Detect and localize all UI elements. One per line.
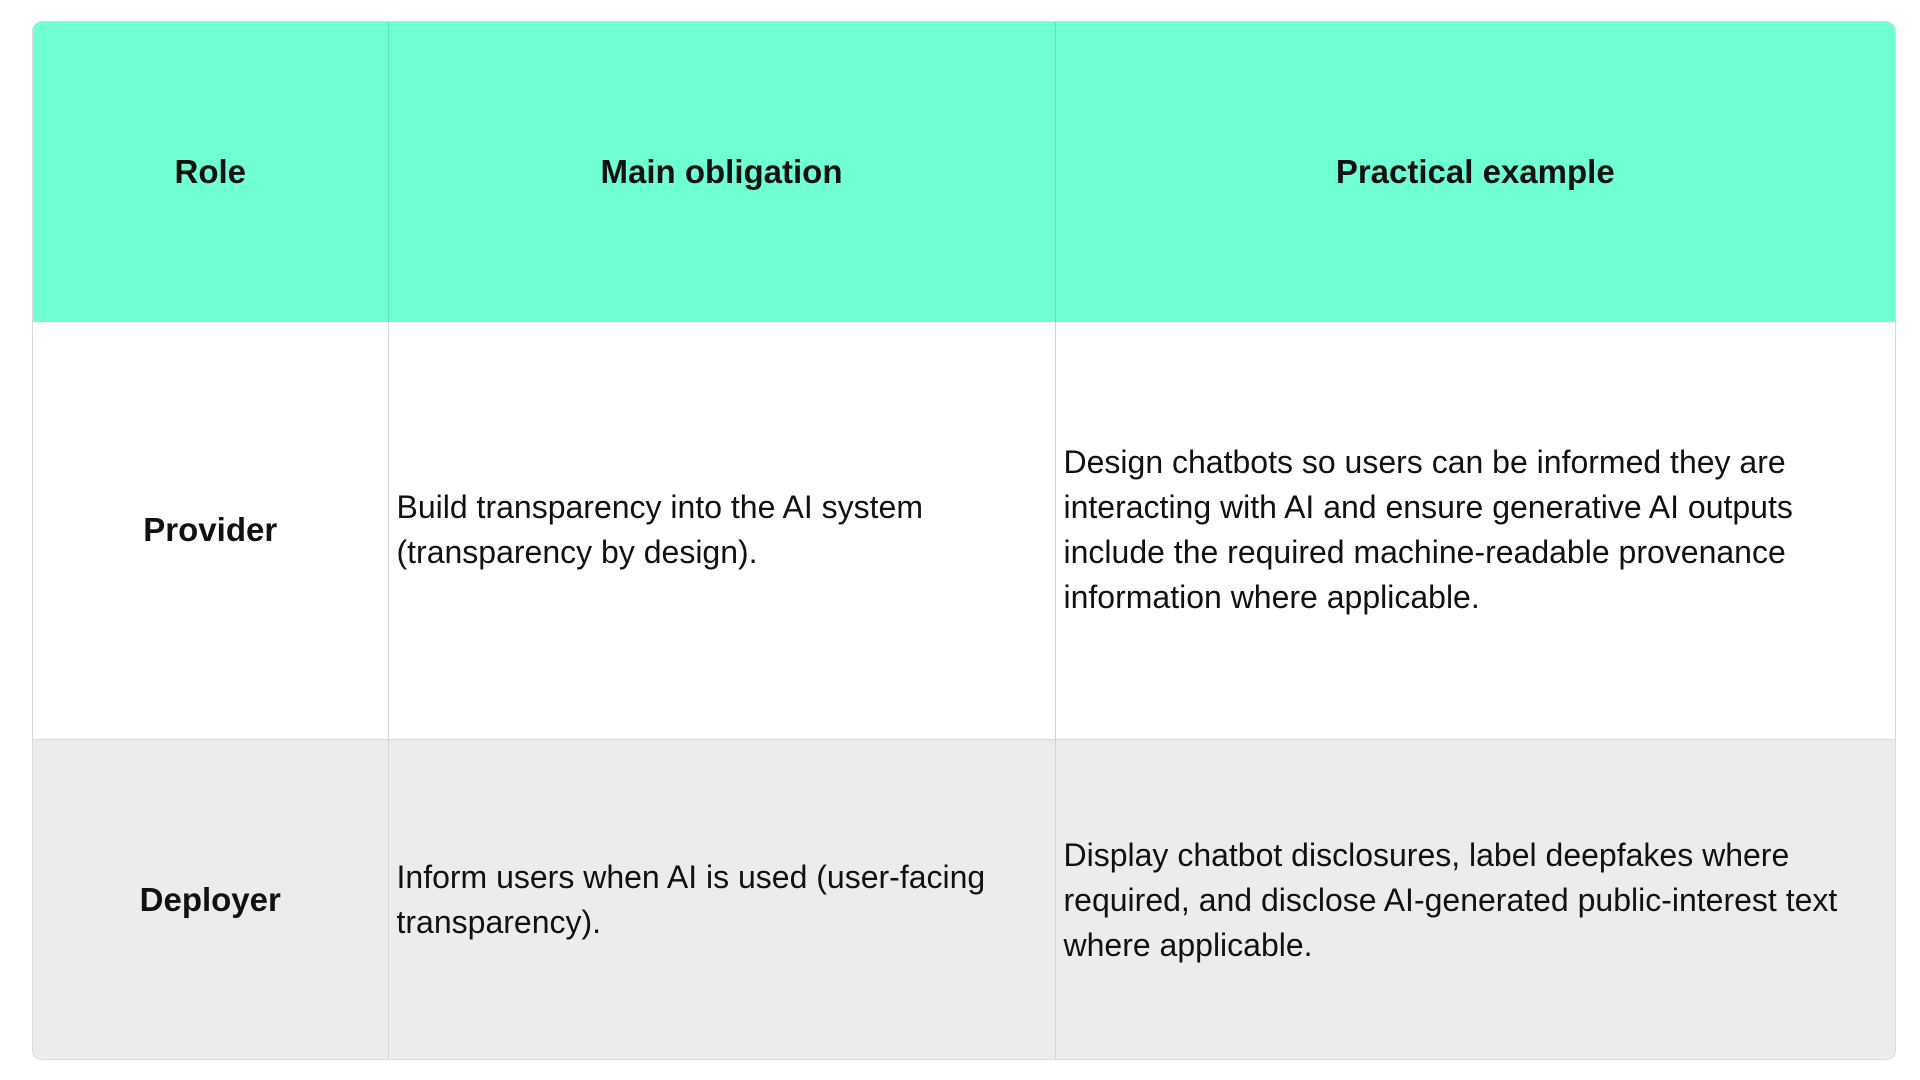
header-role: Role <box>33 22 388 322</box>
roles-table <box>33 22 1895 1060</box>
example-cell-provider: Design chatbots so users can be informed they are interacting with AI and ensure generative AI outputs include the required machine-readable provenance information where applicable. <box>1055 322 1895 739</box>
header-practical-example: Practical example <box>1335 153 1615 190</box>
table-row <box>33 739 1895 1060</box>
table-row <box>33 322 1895 739</box>
obligations-table <box>32 21 1896 1060</box>
header-row <box>33 22 1895 322</box>
table-header <box>33 22 1895 322</box>
obligation-cell-deployer: Inform users when AI is used (user-facing transparency). <box>388 739 1055 1060</box>
header-main-obligation: Main obligation <box>388 22 1055 322</box>
role-cell-provider: Provider <box>33 322 388 739</box>
obligation-cell-provider: Build transparency into the AI system (transparency by design). <box>388 322 1055 739</box>
table-body <box>33 322 1895 1060</box>
example-cell-deployer: Display chatbot disclosures, label deepfakes where required, and disclose AI-generated public-interest text where applicable. <box>1063 836 1838 963</box>
role-cell-deployer: Deployer <box>33 739 388 1060</box>
